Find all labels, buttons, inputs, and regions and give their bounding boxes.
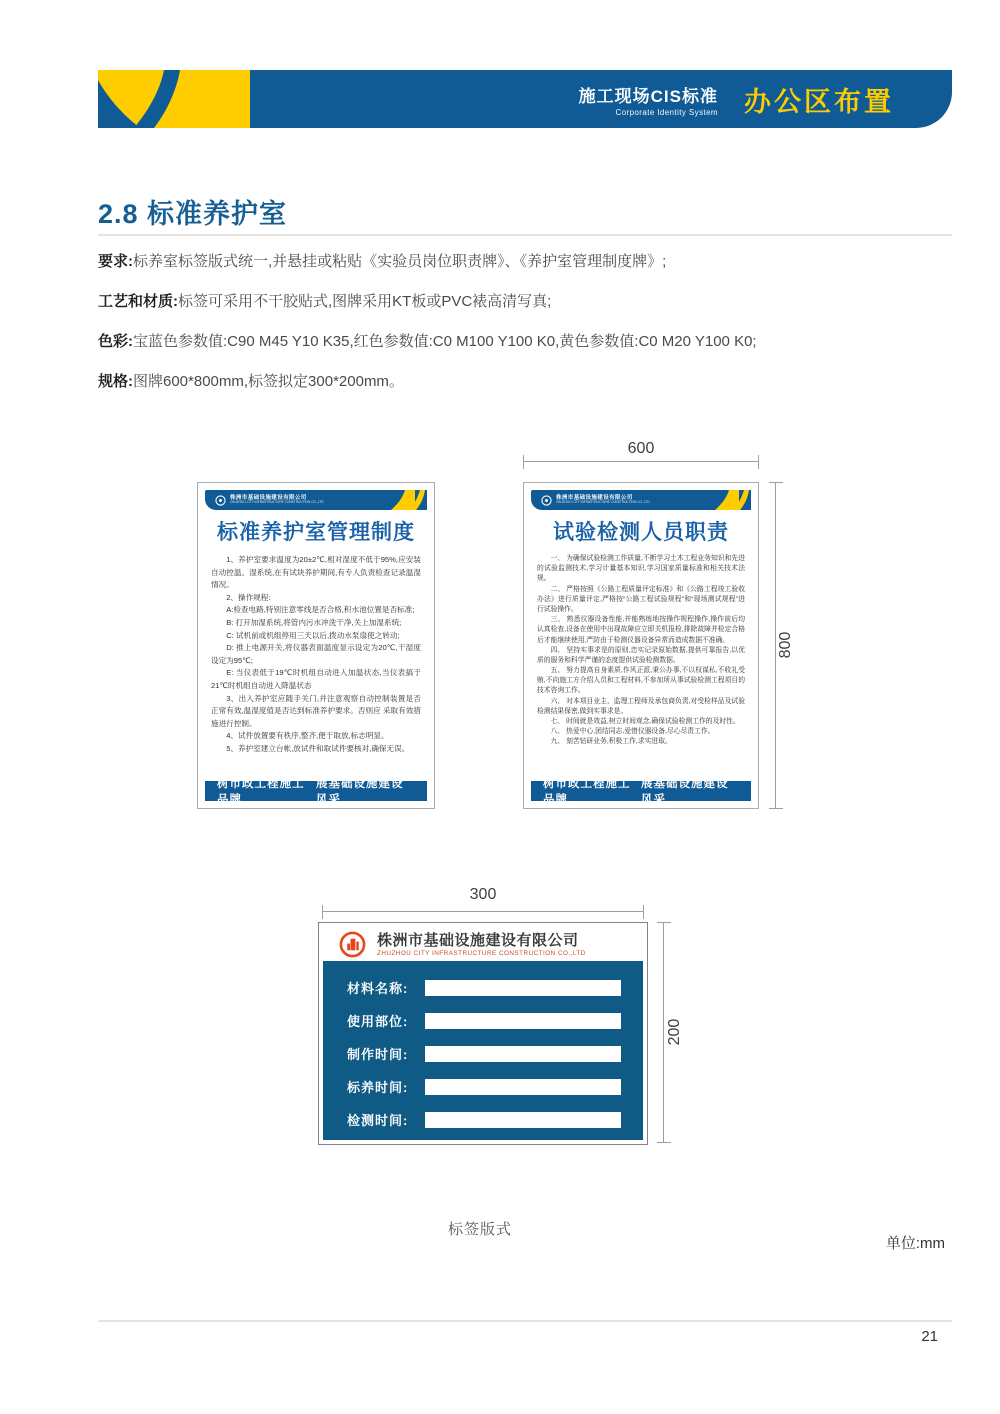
rule-item: 5、养护室建立台帐,放试件和取试件要核对,确保无误。 (226, 743, 410, 753)
rule-item: 4、试件放置要有秩序,整齐,便于取放,标志明显。 (226, 731, 389, 741)
field-label: 制作时间: (347, 1047, 409, 1062)
sign-board-footer (531, 778, 751, 806)
rule-item: E: 当仪表低于19℃时机组自动进入加温状态,当仪表搞于21℃时机组自动进入降温状态 (211, 668, 421, 690)
company-name-cn: 株洲市基础设施建设有限公司 (377, 932, 579, 949)
duty-item: 一、 为确保试验检测工作质量,不断学习土木工程业务知识和先进的试验监测技术,学习计量基本知识,学习国家质量标准和相关技术法规。 (537, 555, 745, 583)
company-name-cn: 株洲市基础设施建设有限公司 (556, 495, 633, 502)
field-label: 标养时间: (347, 1080, 409, 1095)
figure-caption: 标签版式 (447, 1221, 512, 1238)
header-title-block (579, 82, 718, 117)
spec-item (98, 372, 952, 392)
header-corner-graphic (707, 490, 751, 510)
footer-slogan-right: 展基础设施建设风采 (641, 778, 729, 806)
label-sign-header (319, 923, 647, 961)
spec-text: 图牌600*800mm,标签拟定300*200mm。 (133, 373, 404, 390)
sign-board-title: 试验检测人员职责 (553, 521, 729, 544)
field-blank-bar (425, 1046, 621, 1062)
spec-item (98, 252, 952, 272)
duty-item: 二、 严格按照《公路工程质量评定标准》和《公路工程竣工验收办法》进行质量评定,严格按“公路工程试验规程”和“现场测试规程”进行试验操作。 (537, 585, 745, 613)
header-title-cn: 施工现场CIS标准 (578, 86, 718, 106)
sign-board-header (205, 490, 427, 510)
spec-label: 要求: (98, 253, 133, 270)
rule-item: C: 试机前或机组停用三天以后,拨动水泵扇使之转动; (226, 630, 400, 640)
footer-slogan-right: 展基础设施建设风采 (316, 778, 404, 806)
field-label: 材料名称: (347, 981, 409, 996)
header-title-en: Corporate Identity System (615, 107, 718, 117)
label-field-row (323, 1004, 643, 1037)
label-field-row (323, 1103, 643, 1136)
page-header-banner (98, 70, 952, 128)
field-label: 检测时间: (347, 1113, 409, 1128)
sign-board-management-rules (197, 482, 435, 809)
company-logo-icon (215, 495, 226, 506)
spec-text: 宝蓝色参数值:C90 M45 Y10 K35,红色参数值:C0 M100 Y100 K0,黄色参数值:C0 M20 Y100 K0; (133, 333, 757, 350)
company-name-block (556, 495, 650, 505)
duty-item: 六、 对本项目业主、监理工程师及承包商负责,对受检样品及试验检测结果保密,做到实事求是。 (537, 697, 745, 715)
duty-item: 九、 刻苦钻研业务,积极工作,求实进取。 (550, 738, 672, 746)
label-sign-field-panel (323, 961, 643, 1140)
rule-item: A:检查电路,特别注意零线是否合格,积水池位置是否标准; (226, 605, 415, 615)
sign-board-body (524, 546, 758, 748)
sign-board-title: 标准养护室管理制度 (217, 521, 415, 544)
title-divider (98, 234, 952, 236)
rule-item: 2、操作规程: (226, 592, 271, 602)
company-logo-icon (339, 931, 366, 958)
spec-text: 标签可采用不干胶贴式,图牌采用KT板或PVC裱高清写真; (178, 293, 552, 310)
field-blank-bar (425, 1079, 621, 1095)
spec-label: 工艺和材质: (98, 293, 178, 310)
field-blank-bar (425, 1013, 621, 1029)
footer-slogan-left: 树市政工程施工品牌 (217, 778, 305, 806)
rule-item: B: 打开加湿系统,将管内污水冲洗干净,关上加湿系统; (226, 617, 402, 627)
duty-item: 五、 努力提高自身素质,作风正派,秉公办事,不以权谋私,不收礼受贿,不向施工方介绍人员和工程材料,不参加所从事试验检测工程项目的技术咨询工作。 (537, 667, 745, 695)
dimension-label-300: 300 (469, 886, 497, 903)
dimension-line-600 (523, 461, 759, 462)
sign-board-footer (205, 778, 427, 806)
dimension-label-200: 200 (666, 1018, 683, 1046)
label-field-row (323, 1037, 643, 1070)
spec-label: 规格: (98, 373, 133, 390)
company-logo-icon (541, 495, 552, 506)
company-name-cn: 株洲市基础设施建设有限公司 (230, 495, 307, 502)
company-name-en: ZHUZHOU CITY INFRASTRUCTURE CONSTRUCTION CO.,LTD (556, 500, 650, 505)
duty-item: 三、 熟悉仪器设备性能,并能熟练地按操作规程操作,操作前后均认真检查,设备在使用中出现故障应立即关机报检,排除故障并检定合格后才能继续使用,严防由于检测仪器设备异常而造成数据不准确。 (537, 616, 745, 644)
page-number: 21 (921, 1328, 938, 1345)
company-name-en: ZHUZHOU CITY INFRASTRUCTURE CONSTRUCTION CO.,LTD (230, 500, 324, 505)
duty-item: 七、 时间就是效益,树立时间观念,确保试验检测工作的及时性。 (550, 718, 740, 725)
label-field-row (323, 1070, 643, 1103)
duty-item: 八、 热爱中心,团结同志,爱惜仪器设备,尽心尽责工作。 (550, 728, 715, 736)
sign-board-tester-duties (523, 482, 759, 809)
header-corner-graphic (383, 490, 427, 510)
spec-item (98, 332, 952, 352)
spec-label: 色彩: (98, 333, 133, 350)
field-blank-bar (425, 980, 621, 996)
dimension-line-300 (322, 911, 644, 912)
spec-item (98, 292, 952, 312)
page-title: 2.8 标准养护室 (98, 199, 288, 229)
material-label-sign (318, 922, 648, 1145)
sign-board-header (531, 490, 751, 510)
dimension-label-600: 600 (627, 440, 655, 457)
footer-divider (98, 1320, 952, 1322)
rule-item: 1、养护室要求温度为20±2℃,相对湿度不低于95%,应安装自动控温、湿系统,在有试块养护期间,有专人负责检查记录温湿情况。 (211, 555, 421, 590)
footer-slogan-left: 树市政工程施工品牌 (543, 778, 631, 806)
company-name-block (230, 495, 324, 505)
sign-board-body (198, 546, 434, 756)
rule-item: D: 推上电源开关,将仪器表面温度显示设定为20℃,干湿度设定为95℃; (211, 643, 421, 665)
label-field-row (323, 971, 643, 1004)
field-label: 使用部位: (347, 1014, 409, 1029)
dimension-label-800: 800 (777, 631, 794, 659)
spec-text: 标养室标签版式统一,并悬挂或粘贴《实验员岗位职责牌》、《养护室管理制度牌》; (133, 253, 667, 270)
rule-item: 3、出入养护室应随手关门,并注意观察自动控制装置是否正常有效,温湿度值是否达到标准养护要求。否则应 采取有效措施进行控制。 (211, 693, 421, 728)
header-accent-graphic (98, 70, 250, 128)
company-name-en: ZHUZHOU CITY INFRASTRUCTURE CONSTRUCTION CO.,LTD (377, 950, 586, 958)
unit-note: 单位:mm (885, 1235, 945, 1252)
spec-list (98, 252, 952, 392)
header-section-name: 办公区布置 (744, 86, 894, 117)
field-blank-bar (425, 1112, 621, 1128)
duty-item: 四、 坚持实事求是的原则,忠实记录原始数据,提供可靠报告,以优质的服务和科学严谨的态度提供试验检测数据。 (537, 646, 745, 664)
company-name-block (377, 932, 586, 957)
